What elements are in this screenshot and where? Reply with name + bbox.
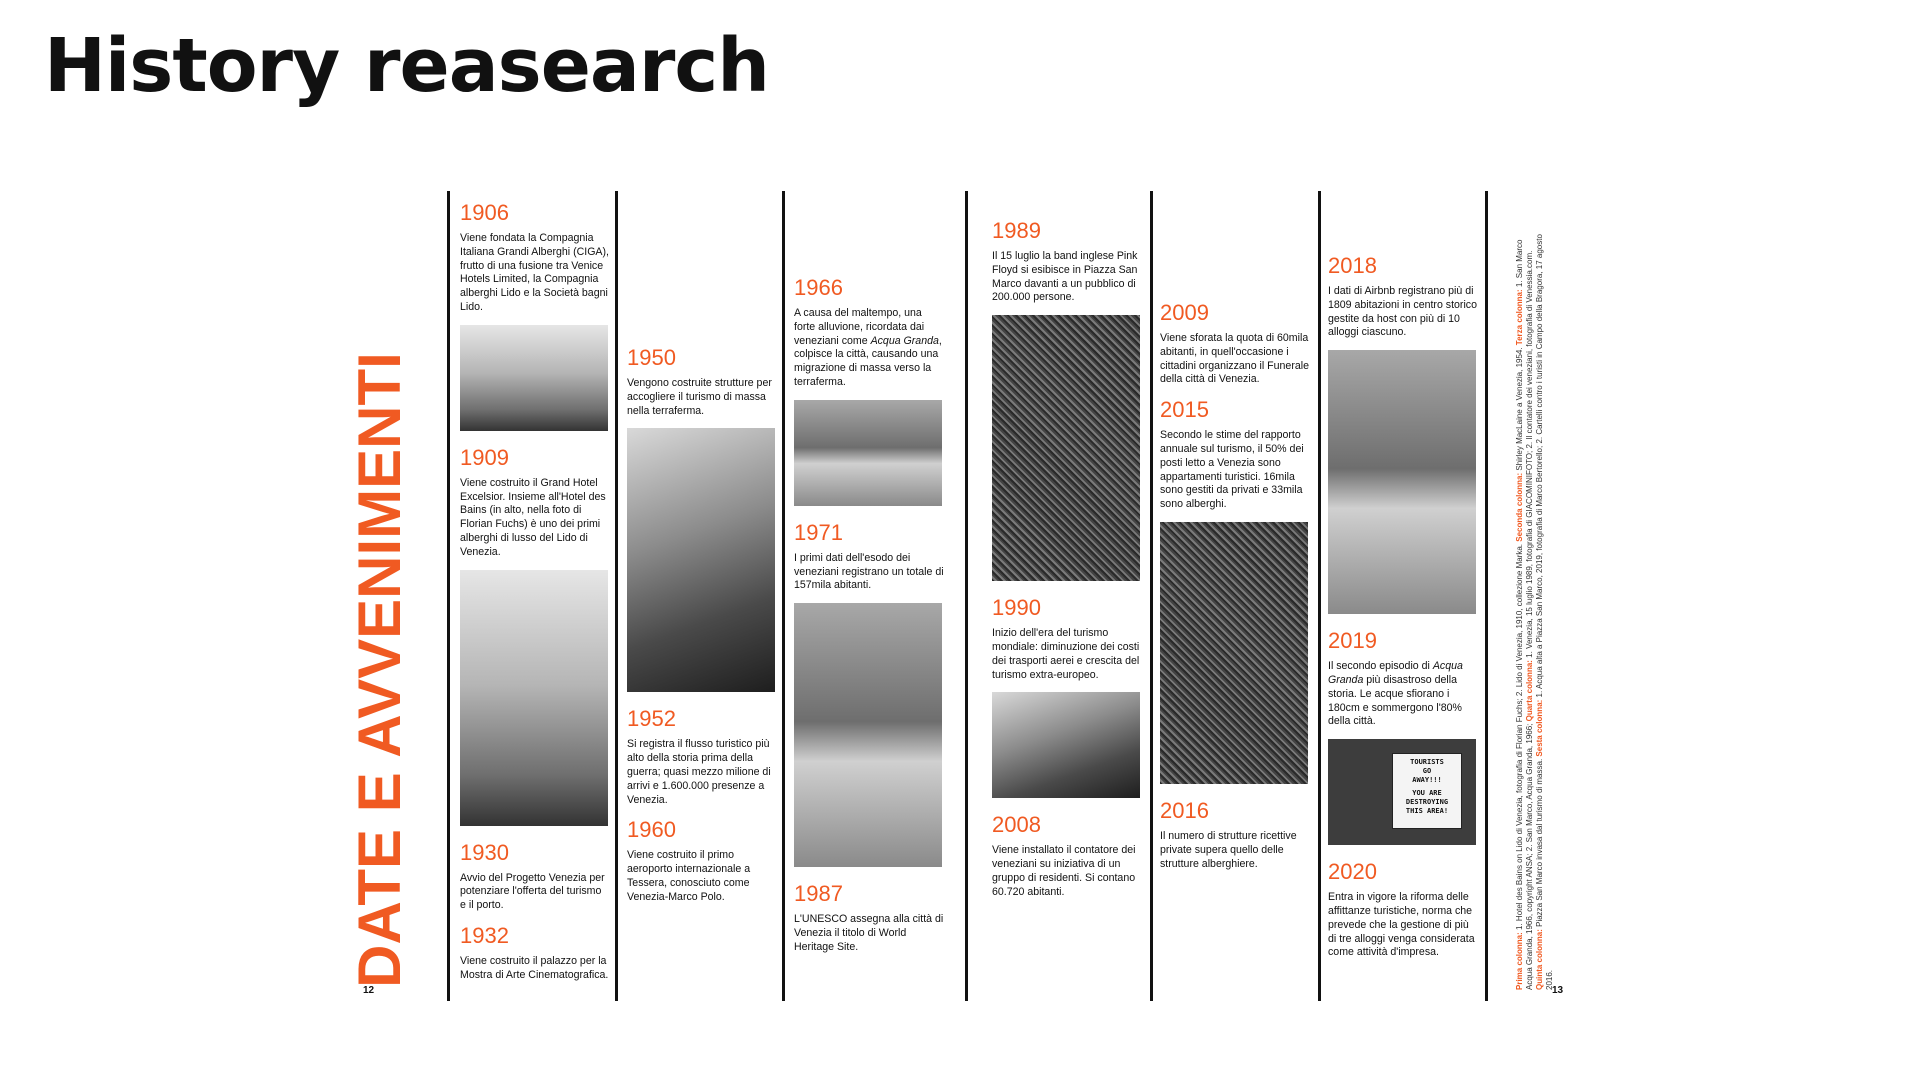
event-year: 2020	[1328, 859, 1377, 885]
event-text: Vengono costruite strutture per accogliere il turismo di massa nella terraferma.	[627, 377, 772, 417]
side-title: DATE E AVVENIMENTI	[346, 352, 413, 988]
page-number-left: 12	[363, 985, 375, 996]
photo-credits	[1515, 230, 1555, 990]
column-divider	[447, 191, 450, 1001]
event-year: 1966	[794, 275, 843, 300]
event-year: 1909	[460, 444, 509, 470]
column-divider	[965, 191, 968, 1001]
column-divider	[615, 191, 618, 1001]
event-text: I dati di Airbnb registrano più di 1809 abitazioni in centro storico gestite da host con più di 10 alloggi ciascuno.	[1328, 285, 1477, 339]
event-text: Entra in vigore la riforma delle affittanze turistiche, norma che prevede che la gestione di più di tre alloggi venga considerata come attività d'impresa.	[1328, 891, 1475, 959]
event-year: 1989	[992, 218, 1041, 243]
piazza-san-marco-crowd-photo	[1160, 522, 1308, 784]
event-text: Il secondo episodio di Acqua Granda più disastroso della storia. Le acque sfiorano i 180cm e sommergono l'80% della città.	[1328, 660, 1463, 728]
event-year: 2008	[992, 812, 1041, 838]
event-year: 1932	[460, 922, 509, 948]
event-year: 2018	[1328, 253, 1377, 278]
timeline-column-6	[1328, 253, 1478, 970]
event-year: 2016	[1160, 797, 1209, 823]
slide-title: History reasearch	[44, 23, 769, 109]
event-year: 2019	[1328, 628, 1377, 654]
magazine-spread	[346, 185, 1590, 1005]
event-year: 1906	[460, 200, 509, 225]
event-text: Il numero di strutture ricettive private supera quello delle strutture alberghiere.	[1160, 829, 1297, 870]
credits-text: Prima colonna: 1. Hotel des Bains on Lido di Venezia, fotografia di Florian Fuchs; 2. Lido di Venezia, 1910, collezione Marka. Seconda colonna: Shirley MacLaine a Venezia, 1954. Terza colonna: 1. San Marco Acqua Granda, 1966, copyright ANSA; 2. San Marco, Acqua Granda, 1966; Quarta colonna: 1. Venezia, 15 luglio 1989, fotografia di GIACOMINIFOTO; 2. Il contatore dei veneziani, fotografia di Venessia.com. Quinta colonna: Piazza San Marco invasa dal turismo di massa. Sesta colonna: 1. Acqua alta a Piazza San Marco, 2019, fotografia di Marco Bertorello; 2. Cartelli contro i turisti in Campo della Bragora, 17 agosto 2016.	[1515, 234, 1554, 990]
lido-beach-photo	[460, 570, 608, 826]
event-text: A causa del maltempo, una forte alluvione, ricordata dai veneziani come Acqua Granda, colpisce la città, causando una migrazione di massa verso la terraferma.	[794, 307, 942, 388]
event-text: Viene costruito il palazzo per la Mostra di Arte Cinematografica.	[460, 954, 609, 981]
event-year: 1971	[794, 519, 843, 545]
event-year: 1960	[627, 817, 676, 843]
timeline-column-1	[460, 200, 610, 993]
timeline-column-4	[992, 218, 1142, 910]
shirley-maclaine-boat-photo	[627, 428, 775, 692]
protest-sign: TOURISTS GO AWAY!!! YOU ARE DESTROYING THIS AREA!	[1392, 753, 1462, 829]
event-text: Viene costruito il Grand Hotel Excelsior. Insieme all'Hotel des Bains (in alto, nella foto di Florian Fuchs) è uno dei primi alberghi di lusso del Lido di Venezia.	[460, 476, 606, 558]
event-text: Secondo le stime del rapporto annuale sul turismo, il 50% dei posti letto a Venezia sono appartamenti turistici. 16mila sono gestiti da privati e 33mila sono alberghi.	[1160, 429, 1304, 511]
event-text: Viene costruito il primo aeroporto internazionale a Tessera, conosciuto come Venezia-Marco Polo.	[627, 849, 751, 903]
event-year: 2009	[1160, 300, 1209, 325]
event-year: 1952	[627, 706, 676, 732]
event-text: Inizio dell'era del turismo mondiale: diminuzione dei costi dei trasporti aerei e crescita del turismo extra-europeo.	[992, 627, 1140, 681]
san-marco-flood-photo	[794, 603, 942, 867]
hotel-des-bains-photo	[460, 325, 608, 431]
event-text: I primi dati dell'esodo dei veneziani registrano un totale di 157mila abitanti.	[794, 551, 944, 592]
event-text: L'UNESCO assegna alla città di Venezia il titolo di World Heritage Site.	[794, 913, 944, 953]
event-text: Il 15 luglio la band inglese Pink Floyd si esibisce in Piazza San Marco davanti a un pubblico di 200.000 persone.	[992, 250, 1138, 304]
event-text: Si registra il flusso turistico più alto della storia prima della guerra; quasi mezzo milione di arrivi e 1.600.000 presenze a Venezia.	[627, 738, 771, 806]
event-year: 2015	[1160, 397, 1209, 423]
pink-floyd-crowd-photo	[992, 315, 1140, 581]
column-divider	[1150, 191, 1153, 1001]
column-divider	[1485, 191, 1488, 1001]
event-text: Viene fondata la Compagnia Italiana Grandi Alberghi (CIGA), frutto di una fusione tra Venice Hotels Limited, la Compagnia alberghi Lido e la Società bagni Lido.	[460, 232, 609, 313]
page-number-right: 13	[1552, 985, 1564, 996]
acqua-alta-2019-photo	[1328, 350, 1476, 614]
acqua-granda-1966-photo	[794, 400, 942, 506]
event-year: 1990	[992, 595, 1041, 621]
tourists-go-away-photo	[1328, 739, 1476, 845]
event-text: Viene sforata la quota di 60mila abitanti, in quell'occasione i cittadini organizzano il Funerale della città di Venezia.	[1160, 332, 1309, 386]
column-divider	[1318, 191, 1321, 1001]
contatore-photo	[992, 692, 1140, 798]
timeline-column-2	[627, 345, 777, 915]
event-text: Viene installato il contatore dei veneziani su iniziativa di un gruppo di residenti. Si contano 60.720 abitanti.	[992, 844, 1136, 898]
event-year: 1930	[460, 839, 509, 865]
event-year: 1950	[627, 345, 676, 370]
column-divider	[782, 191, 785, 1001]
event-year: 1987	[794, 881, 843, 907]
event-text: Avvio del Progetto Venezia per potenziare l'offerta del turismo e il porto.	[460, 871, 605, 912]
timeline-column-5	[1160, 300, 1310, 881]
timeline-column-3	[794, 275, 944, 965]
